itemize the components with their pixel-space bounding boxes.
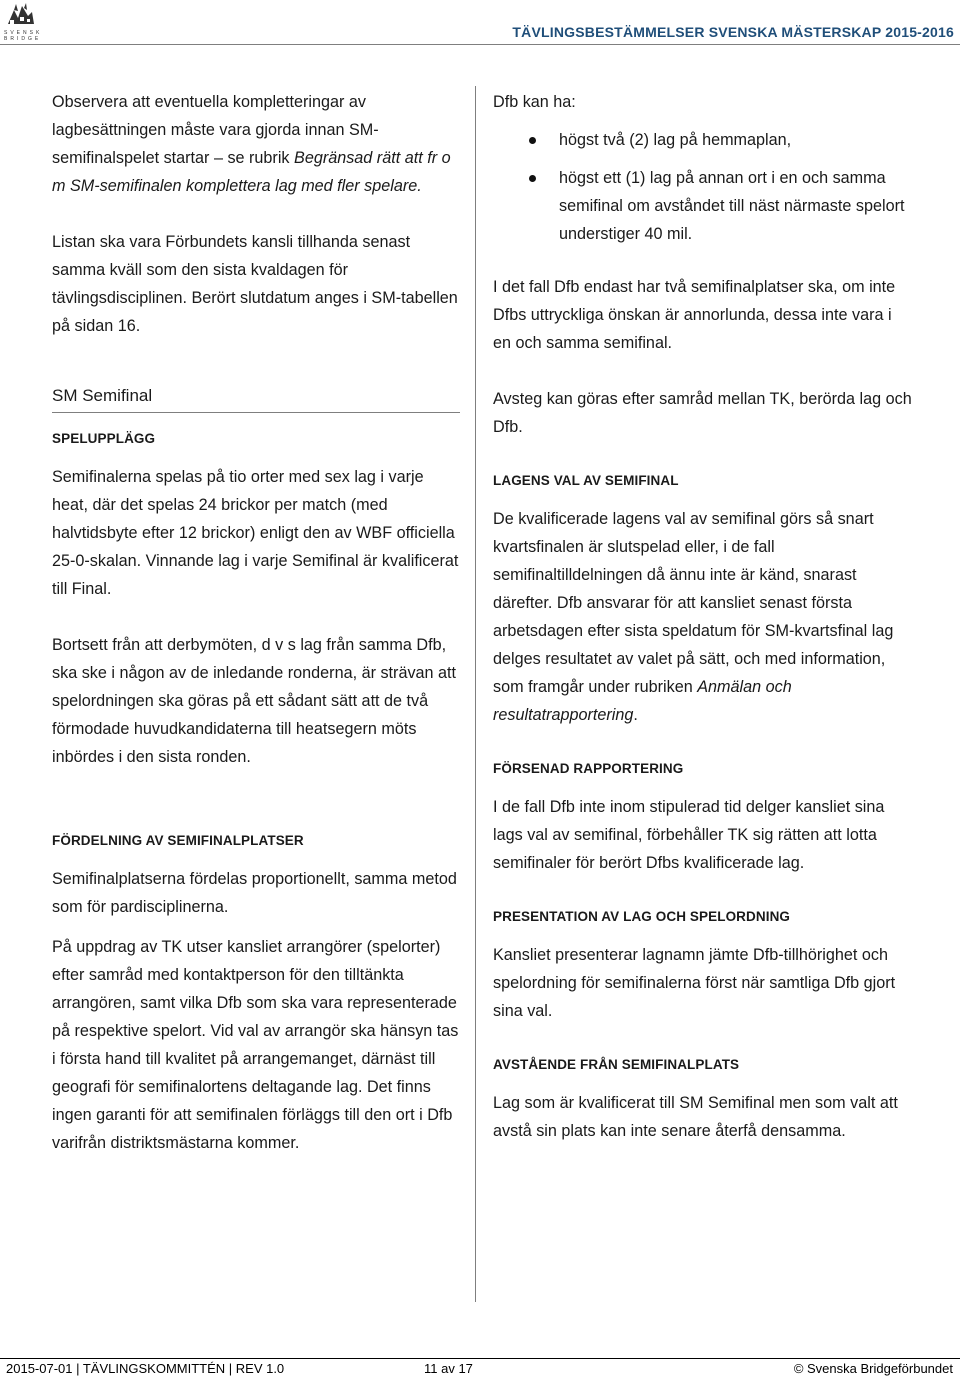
- heading-lagens-val: LAGENS VAL AV SEMIFINAL: [493, 473, 679, 488]
- paragraph-listan: Listan ska vara Förbundets kansli tillhanda senast samma kväll som den sista kvaldagen för tävlingsdisciplinen. Berört slutdatum anges i SM-tabellen på sidan 16.: [52, 233, 458, 335]
- heading-forsenad: FÖRSENAD RAPPORTERING: [493, 761, 684, 776]
- bullet-text: högst två (2) lag på hemmaplan,: [559, 131, 792, 149]
- heading-spelupplagg: SPELUPPLÄGG: [52, 431, 156, 446]
- heading-fordelning: FÖRDELNING AV SEMIFINALPLATSER: [52, 833, 304, 848]
- logo-text-bridge: BRIDGE: [4, 36, 42, 42]
- bullet-dot-icon: [529, 137, 536, 144]
- paragraph-de-kvalificerade: [493, 505, 913, 729]
- svensk-bridge-logo: [4, 2, 43, 42]
- left-column: [52, 88, 462, 1157]
- paragraph-semifinalplatserna: Semifinalplatserna fördelas proportionellt, samma metod som för pardisciplinerna.: [52, 870, 457, 916]
- bullet-item: [493, 164, 913, 248]
- footer-copyright: © Svenska Bridgeförbundet: [793, 1361, 953, 1376]
- paragraph-lag-som: Lag som är kvalificerat till SM Semifinal men som valt att avstå sin plats kan inte senare återfå densamma.: [493, 1094, 898, 1140]
- observera-rubrik: Begränsad rätt att fr o m SM-semifinalen komplettera lag med fler spelare.: [52, 149, 451, 195]
- footer-rule: [0, 1358, 960, 1359]
- bullet-item: [493, 126, 913, 154]
- paragraph-observera: [52, 88, 462, 200]
- kvalificerade-text: De kvalificerade lagens val av semifinal görs så snart kvartsfinalen är slutspelad eller, i de fall semifinaltilldelningen då ännu inte är känd, snarast därefter. Dfb ansvarar för att kansliet senast första arbetsdagen efter sista speldatum för SM-kvartsfinal lag delges resultatet av valet på sätt, och med information, som framgår under rubriken: [493, 510, 894, 696]
- rubrik-anmalan: Anmälan och resultatrapportering: [493, 678, 792, 724]
- paragraph-bortsett: Bortsett från att derbymöten, d v s lag från samma Dfb, ska ske i någon av de inledande ronderna, är strävan att spelordningen ska göras på ett sådant sätt att de två förmodade huvudkandidaterna till heatsegern möts inbördes i den sista ronden.: [52, 636, 457, 766]
- heading-avstaende: AVSTÅENDE FRÅN SEMIFINALPLATS: [493, 1057, 740, 1072]
- header-title: TÄVLINGSBESTÄMMELSER SVENSKA MÄSTERSKAP 2015-2016: [512, 24, 954, 40]
- paragraph-pa-uppdrag: På uppdrag av TK utser kansliet arrangörer (spelorter) efter samråd med kontaktperson för den tilltänkta arrangören, samt vilka Dfb som ska vara representerade på respektive spelort. Vid val av arrangör ska hänsyn tas i första hand till kvalitet på arrangemanget, därnäst till geografi för semifinalortens deltagande lag. Det finns ingen garanti för att semifinalen förläggs till den ort i Dfb varifrån distriktsmästarna kommer.: [52, 938, 459, 1152]
- paragraph-dfb-kan-ha: Dfb kan ha:: [493, 93, 576, 111]
- bridge-logo-icon: [4, 2, 38, 28]
- paragraph-i-det-fall: I det fall Dfb endast har två semifinalplatser ska, om inte Dfbs uttryckliga önskan är annorlunda, dessa inte vara i en och samma semifinal.: [493, 278, 896, 352]
- bullet-text: högst ett (1) lag på annan ort i en och samma semifinal om avståndet till näst närmaste spelort understiger 40 mil.: [559, 169, 905, 243]
- header-rule: [0, 44, 960, 45]
- right-column: [493, 88, 913, 1145]
- sm-semifinal-title: SM Semifinal: [52, 386, 153, 405]
- observera-text: Observera att eventuella kompletteringar av lagbesättningen måste vara gjorda innan SM-semifinalspelet startar – se rubrik: [52, 93, 379, 167]
- paragraph-i-de-fall: I de fall Dfb inte inom stipulerad tid delger kansliet sina lags val av semifinal, förbehåller TK sig rätten att lotta semifinaler för berört Dfbs kvalificerade lag.: [493, 798, 885, 872]
- logo-text-svensk: SVENSK: [4, 30, 43, 36]
- paragraph-kansliet: Kansliet presenterar lagnamn jämte Dfb-tillhörighet och spelordning för semifinalerna först när samtliga Dfb gjort sina val.: [493, 946, 896, 1020]
- paragraph-semifinalerna: Semifinalerna spelas på tio orter med sex lag i varje heat, där det spelas 24 brickor per match (med halvtidsbyte efter 12 brickor) enligt den av WBF officiella 25-0-skalan. Vinnande lag i varje Semifinal är kvalificerat till Final.: [52, 468, 459, 598]
- column-divider: [475, 86, 476, 1302]
- footer-date-revision: 2015-07-01 | TÄVLINGSKOMMITTÉN | REV 1.0: [6, 1361, 285, 1376]
- footer-page-number: 11 av 17: [424, 1361, 473, 1376]
- sm-semifinal-rule: [52, 412, 460, 413]
- heading-presentation: PRESENTATION AV LAG OCH SPELORDNING: [493, 909, 791, 924]
- bullet-dot-icon: [529, 175, 536, 182]
- dfb-bullet-list: [493, 126, 913, 248]
- paragraph-avsteg: Avsteg kan göras efter samråd mellan TK, berörda lag och Dfb.: [493, 390, 912, 436]
- kvalificerade-end: .: [633, 706, 638, 724]
